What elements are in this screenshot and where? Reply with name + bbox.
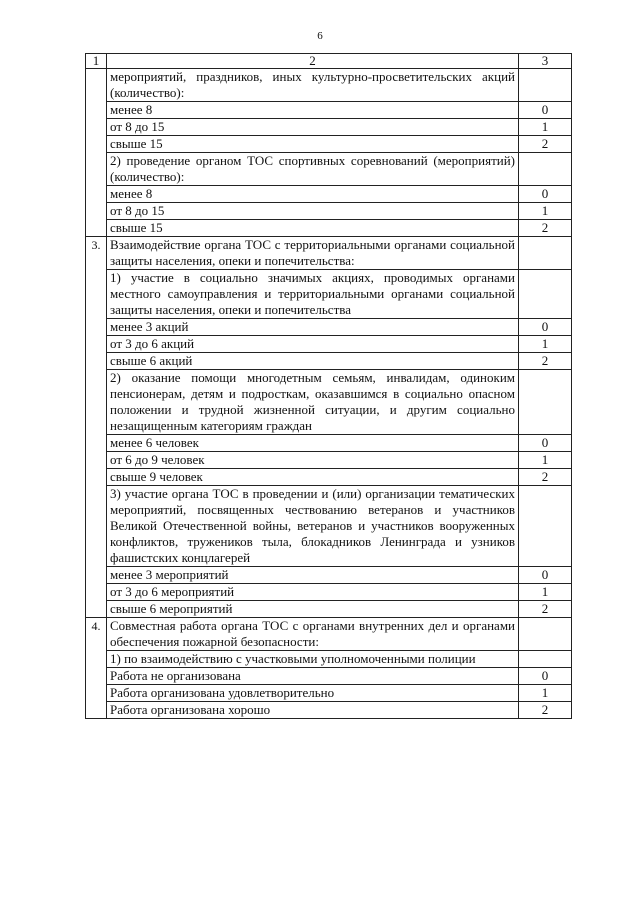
criterion-text: 1) по взаимодействию с участковыми уполномоченными полиции [107, 651, 519, 668]
table-row [86, 567, 572, 584]
empty-score-cell [519, 153, 572, 186]
option-score: 1 [519, 452, 572, 469]
empty-score-cell [519, 651, 572, 668]
table-row [86, 601, 572, 618]
table-row [86, 668, 572, 685]
option-score: 0 [519, 435, 572, 452]
table-row [86, 584, 572, 601]
empty-score-cell [519, 69, 572, 102]
option-label: Работа не организована [107, 668, 519, 685]
option-score: 1 [519, 119, 572, 136]
option-label: от 6 до 9 человек [107, 452, 519, 469]
option-label: менее 6 человек [107, 435, 519, 452]
option-score: 1 [519, 203, 572, 220]
empty-score-cell [519, 370, 572, 435]
option-label: свыше 6 мероприятий [107, 601, 519, 618]
option-score: 2 [519, 353, 572, 370]
section-number: 4. [86, 618, 107, 719]
option-label: Работа организована хорошо [107, 702, 519, 719]
criterion-text: мероприятий, праздников, иных культурно-просветительских акций (количество): [107, 69, 519, 102]
criterion-row [86, 153, 572, 186]
option-label: свыше 15 [107, 220, 519, 237]
table-row [86, 353, 572, 370]
section-number [86, 69, 107, 237]
table-row [86, 452, 572, 469]
option-score: 2 [519, 220, 572, 237]
table-row [86, 203, 572, 220]
criterion-row [86, 370, 572, 435]
option-score: 0 [519, 319, 572, 336]
option-score: 0 [519, 668, 572, 685]
header-col-1: 1 [86, 54, 107, 69]
table-row [86, 220, 572, 237]
option-label: менее 8 [107, 186, 519, 203]
table-row [86, 435, 572, 452]
option-label: от 3 до 6 мероприятий [107, 584, 519, 601]
page-number: 6 [317, 30, 323, 42]
option-score: 1 [519, 336, 572, 353]
option-label: от 8 до 15 [107, 119, 519, 136]
table-header-row [86, 54, 572, 69]
section-number: 3. [86, 237, 107, 618]
option-score: 0 [519, 567, 572, 584]
option-label: свыше 9 человек [107, 469, 519, 486]
option-score: 0 [519, 186, 572, 203]
empty-score-cell [519, 237, 572, 270]
header-col-3: 3 [519, 54, 572, 69]
criterion-row [86, 69, 572, 102]
option-label: от 3 до 6 акций [107, 336, 519, 353]
section-title-row [86, 618, 572, 651]
empty-score-cell [519, 618, 572, 651]
table-row [86, 469, 572, 486]
option-label: свыше 15 [107, 136, 519, 153]
criterion-text: 2) проведение органом ТОС спортивных соревнований (мероприятий) (количество): [107, 153, 519, 186]
table-row [86, 186, 572, 203]
option-score: 2 [519, 702, 572, 719]
criterion-row [86, 486, 572, 567]
option-score: 1 [519, 685, 572, 702]
table-row [86, 685, 572, 702]
criterion-text: 2) оказание помощи многодетным семьям, инвалидам, одиноким пенсионерам, детям и подросткам, оказавшимся в социально опасном положении и трудной жизненной ситуации, и другим социально незащищенным категориям граждан [107, 370, 519, 435]
option-score: 2 [519, 601, 572, 618]
criterion-text: 3) участие органа ТОС в проведении и (или) организации тематических мероприятий, посвященных чествованию ветеранов и участников Великой Отечественной войны, ветеранов и участников вооруженных конфликтов, тружеников тыла, блокадников Ленинграда и узников фашистских концлагерей [107, 486, 519, 567]
empty-score-cell [519, 270, 572, 319]
table-row [86, 702, 572, 719]
option-score: 2 [519, 469, 572, 486]
section-title: Взаимодействие органа ТОС с территориальными органами социальной защиты населения, опеки и попечительства: [107, 237, 519, 270]
section-title: Совместная работа органа ТОС с органами внутренних дел и органами обеспечения пожарной безопасности: [107, 618, 519, 651]
option-label: менее 3 акций [107, 319, 519, 336]
option-score: 2 [519, 136, 572, 153]
option-score: 0 [519, 102, 572, 119]
option-label: менее 3 мероприятий [107, 567, 519, 584]
table-row [86, 119, 572, 136]
criteria-table [85, 53, 572, 719]
criterion-row [86, 270, 572, 319]
option-label: свыше 6 акций [107, 353, 519, 370]
option-label: менее 8 [107, 102, 519, 119]
section-title-row [86, 237, 572, 270]
option-score: 1 [519, 584, 572, 601]
option-label: от 8 до 15 [107, 203, 519, 220]
option-label: Работа организована удовлетворительно [107, 685, 519, 702]
table-row [86, 336, 572, 353]
criterion-text: 1) участие в социально значимых акциях, проводимых органами местного самоуправления и территориальными органами социальной защиты населения, опеки и попечительства [107, 270, 519, 319]
header-col-2: 2 [107, 54, 519, 69]
criterion-row [86, 651, 572, 668]
table-row [86, 136, 572, 153]
table-row [86, 319, 572, 336]
empty-score-cell [519, 486, 572, 567]
table-row [86, 102, 572, 119]
